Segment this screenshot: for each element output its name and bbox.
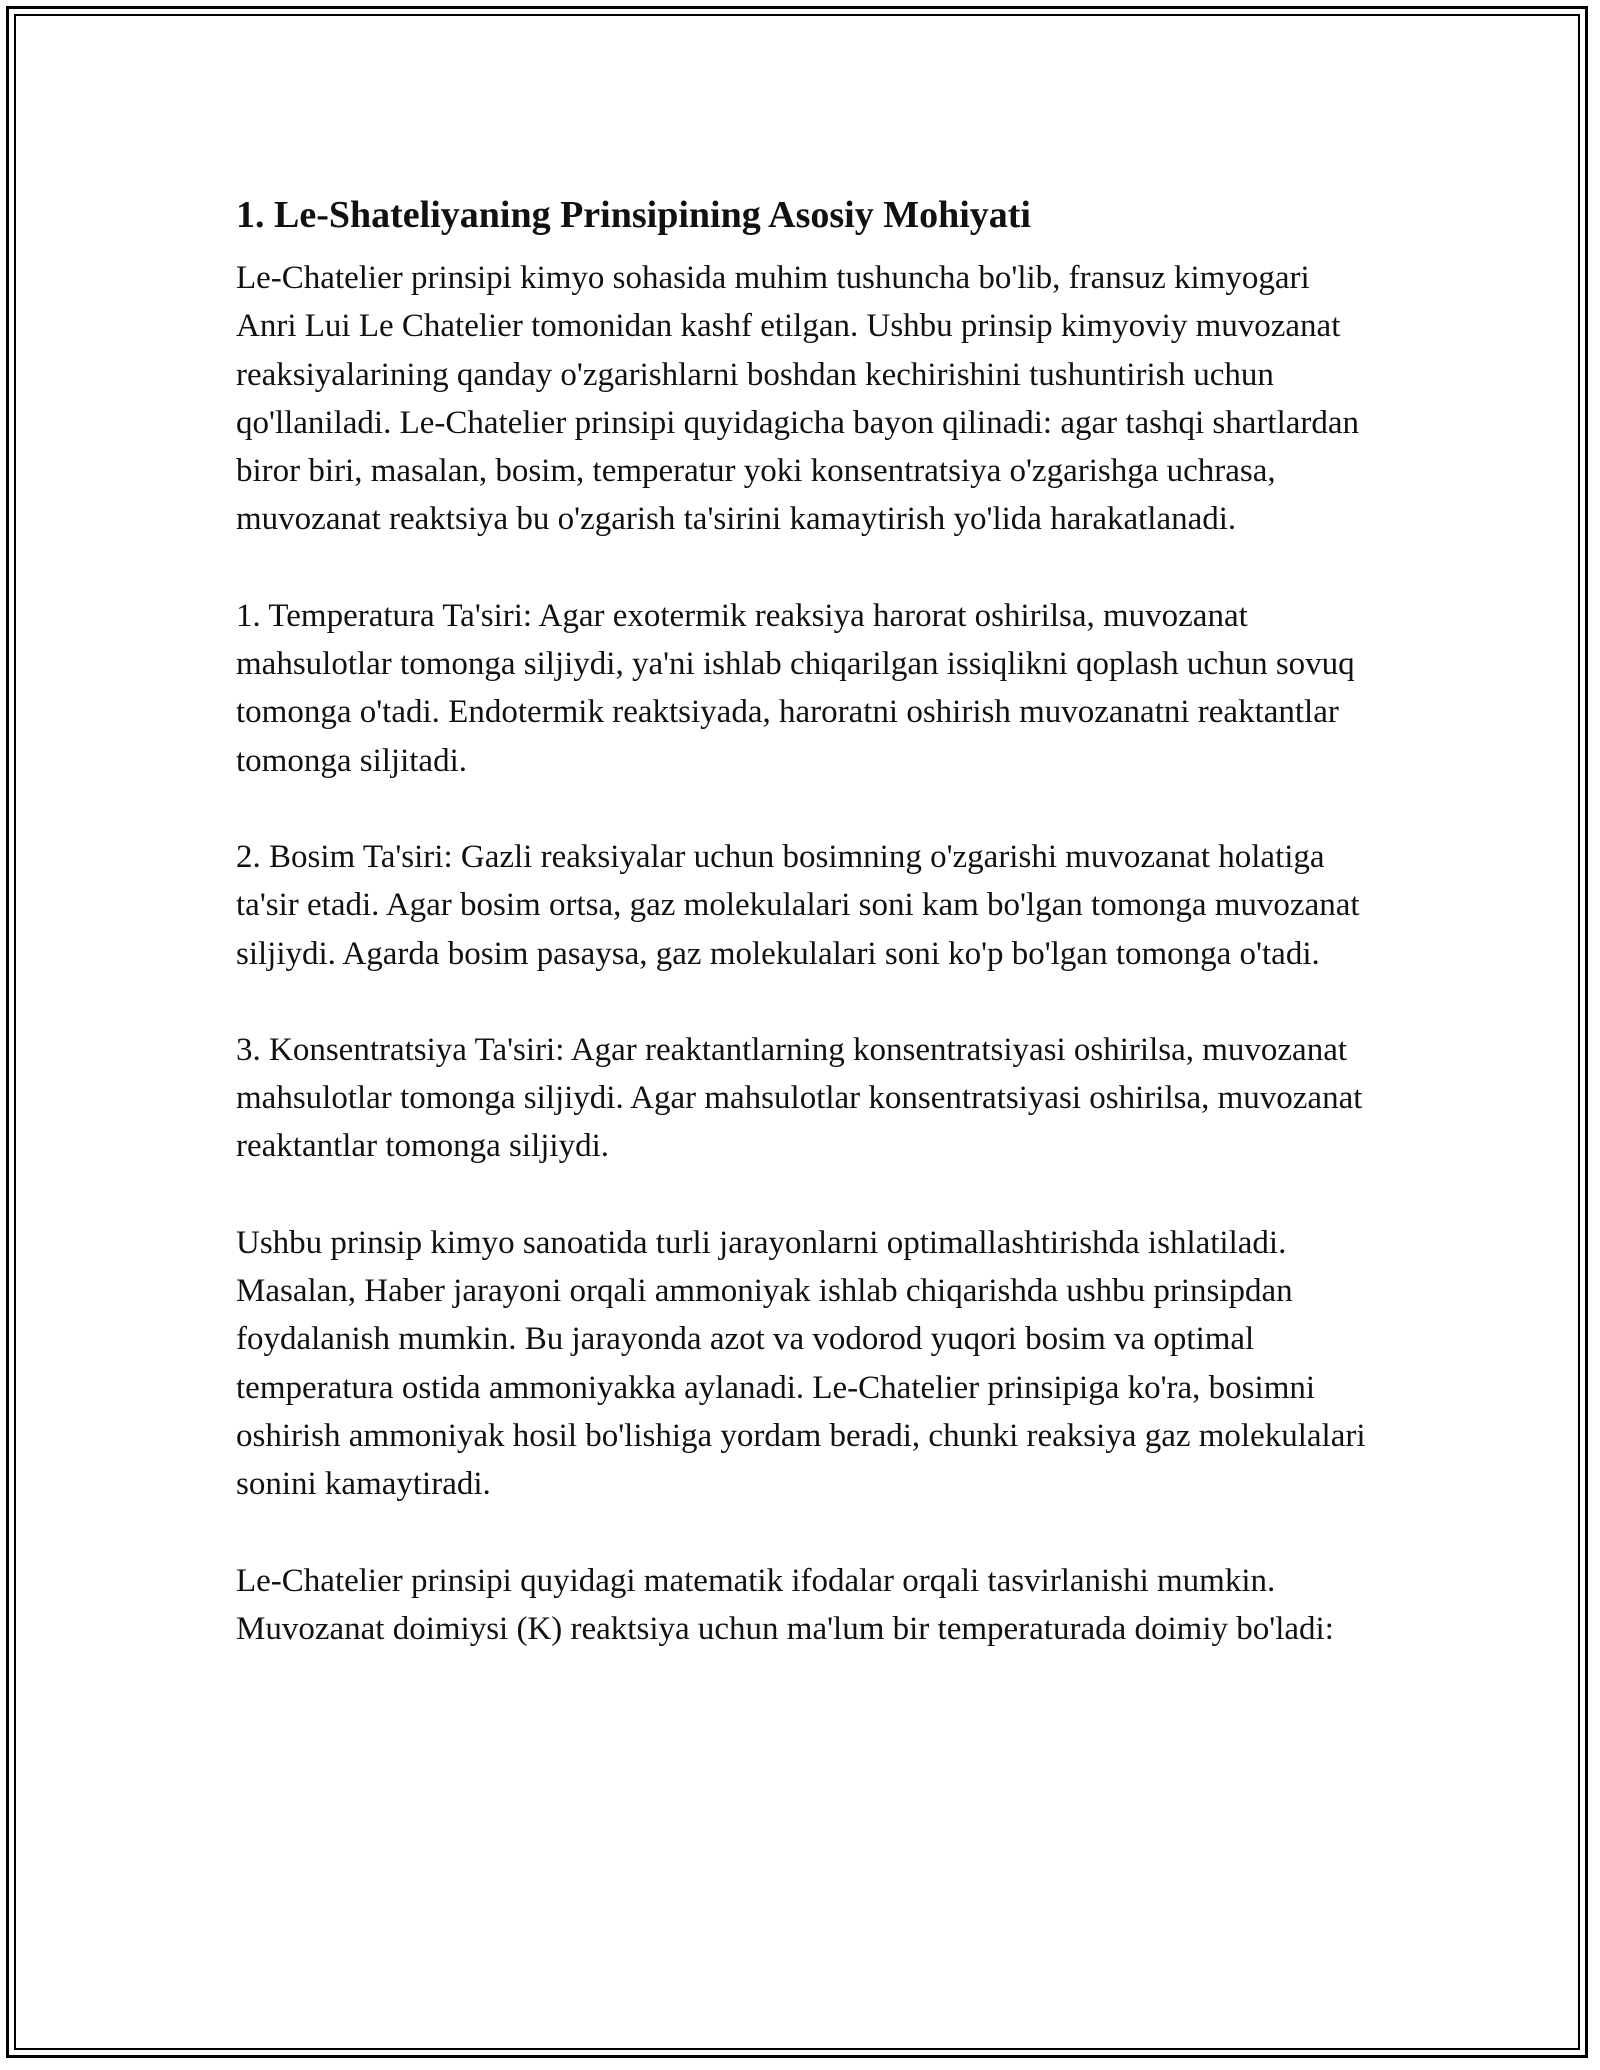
intro-paragraph: Le-Chatelier prinsipi kimyo sohasida muhim tushuncha bo'lib, fransuz kimyogari Anri Lui Le Chatelier tomonidan kashf etilgan. Ushbu prinsip kimyoviy muvozanat reaksiyalarining qanday o'zgarishlarni boshdan kechirishini tushuntirish uchun qo'llaniladi. Le-Chatelier prinsipi quyidagicha bayon qilinadi: agar tashqi shartlardan biror biri, masalan, bosim, temperatur yoki konsentratsiya o'zgarishga uchrasa, muvozanat reaktsiya bu o'zgarish ta'sirini kamaytirish yo'lida harakatlanadi. — [236, 260, 1360, 538]
temperature-effect-paragraph: 1. Temperatura Ta'siri: Agar exotermik reaksiya harorat oshirilsa, muvozanat mahsulotlar tomonga siljiydi, ya'ni ishlab chiqarilgan issiqlikni qoplash uchun sovuq tomonga o'tadi. Endotermik reaktsiyada, haroratni oshirish muvozanatni reaktantlar tomonga siljitadi. — [236, 597, 1355, 779]
pressure-effect-paragraph: 2. Bosim Ta'siri: Gazli reaksiyalar uchun bosimning o'zgarishi muvozanat holatiga ta'sir etadi. Agar bosim ortsa, gaz molekulalari soni kam bo'lgan tomonga muvozanat siljiydi. Agarda bosim pasaysa, gaz molekulalari soni ko'p bo'lgan tomonga o'tadi. — [236, 838, 1360, 972]
concentration-effect-paragraph: 3. Konsentratsiya Ta'siri: Agar reaktantlarning konsentratsiyasi oshirilsa, muvozanat mahsulotlar tomonga siljiydi. Agar mahsulotlar konsentratsiyasi oshirilsa, muvozanat reaktantlar tomonga siljiydi. — [236, 1031, 1363, 1165]
mathematical-expression-paragraph: Le-Chatelier prinsipi quyidagi matematik ifodalar orqali tasvirlanishi mumkin. Muvozanat doimiysi (K) reaktsiya uchun ma'lum bir temperaturada doimiy bo'ladi: — [236, 1562, 1334, 1647]
document-body — [236, 190, 1376, 1701]
industrial-application-paragraph: Ushbu prinsip kimyo sanoatida turli jarayonlarni optimallashtirishda ishlatiladi. Masalan, Haber jarayoni orqali ammoniyak ishlab chiqarishda ushbu prinsipdan foydalanish mumkin. Bu jarayonda azot va vodorod yuqori bosim va optimal temperatura ostida ammoniyakka aylanadi. Le-Chatelier prinsipiga ko'ra, bosimni oshirish ammoniyak hosil bo'lishiga yordam beradi, chunki reaksiya gaz molekulalari sonini kamaytiradi. — [236, 1224, 1366, 1503]
section-heading: 1. Le-Shateliyaning Prinsipining Asosiy Mohiyati — [236, 194, 1031, 236]
